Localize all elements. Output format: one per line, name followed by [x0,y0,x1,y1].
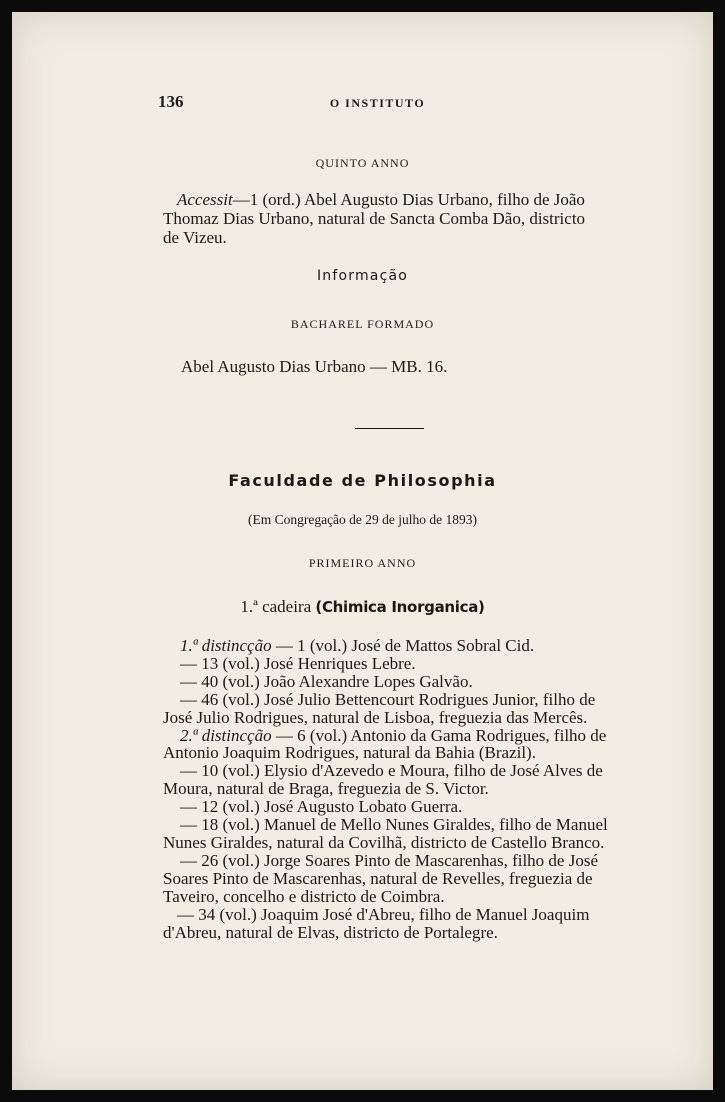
accessit-line-2: Thomaz Dias Urbano, natural de Sancta Comba Dão, districto [163,209,586,228]
entries-list [163,637,643,941]
entry-line: José Julio Rodrigues, natural de Lisboa, freguezia das Mercês. [163,707,588,727]
accessit-line-1 [177,191,585,210]
entry-line [163,637,643,655]
informacao-heading: Informação [316,268,409,284]
accessit-line-3: de Vizeu. [163,228,227,247]
entry-line: — 13 (vol.) José Henriques Lebre. [180,653,416,673]
section-divider [355,428,424,429]
entry-line: Taveiro, concelho e districto de Coimbra. [163,886,445,906]
distinction-label: 1.ª distincção [180,636,272,655]
cadeira-prefix: 1.ª cadeira [240,597,316,616]
entry-line: Soares Pinto de Mascarenhas, natural de Revelles, freguezia de [163,868,593,888]
cadeira-name: (Chimica Inorganica) [315,598,485,616]
entry-line: — 46 (vol.) José Julio Bettencourt Rodrigues Junior, filho de [180,689,596,709]
entry-line: — 34 (vol.) Joaquim José d'Abreu, filho de Manuel Joaquim [177,904,590,924]
quinto-anno-heading: QUINTO ANNO [315,156,410,170]
primeiro-anno-heading: PRIMEIRO ANNO [308,556,417,570]
bacharel-heading: BACHAREL FORMADO [290,317,435,331]
congregacao-note: (Em Congregação de 29 de julho de 1893) [247,512,478,527]
distinction-label: 2.ª distincção [180,725,272,745]
cadeira-heading [0,597,725,617]
entry-text: — 1 (vol.) José de Mattos Sobral Cid. [271,636,535,655]
entry-line: — 12 (vol.) José Augusto Lobato Guerra. [180,797,463,817]
bacharel-entry: Abel Augusto Dias Urbano — MB. 16. [181,357,448,376]
page-number: 136 [158,92,184,111]
entry-line [163,727,643,745]
accessit-text: —1 (ord.) Abel Augusto Dias Urbano, filho de João [232,190,585,209]
entry-line: — 18 (vol.) Manuel de Mello Nunes Giraldes, filho de Manuel [180,815,608,835]
entry-line: Moura, natural de Braga, freguezia de S. Victor. [163,779,489,799]
entry-line: Nunes Giraldes, natural da Covilhã, districto de Castello Branco. [163,832,605,852]
entry-text: — 6 (vol.) Antonio da Gama Rodrigues, filho de [271,725,607,745]
running-title: O INSTITUTO [329,96,426,110]
entry-line: — 10 (vol.) Elysio d'Azevedo e Moura, filho de José Alves de [180,761,603,781]
entry-line: Antonio Joaquim Rodrigues, natural da Bahia (Brazil). [163,743,536,763]
entry-line: — 26 (vol.) Jorge Soares Pinto de Mascarenhas, filho de José [180,850,598,870]
faculty-title: Faculdade de Philosophia [228,471,497,490]
accessit-label: Accessit [177,190,233,209]
entry-line: d'Abreu, natural de Elvas, districto de Portalegre. [163,922,498,942]
entry-line: — 40 (vol.) João Alexandre Lopes Galvão. [180,671,473,691]
